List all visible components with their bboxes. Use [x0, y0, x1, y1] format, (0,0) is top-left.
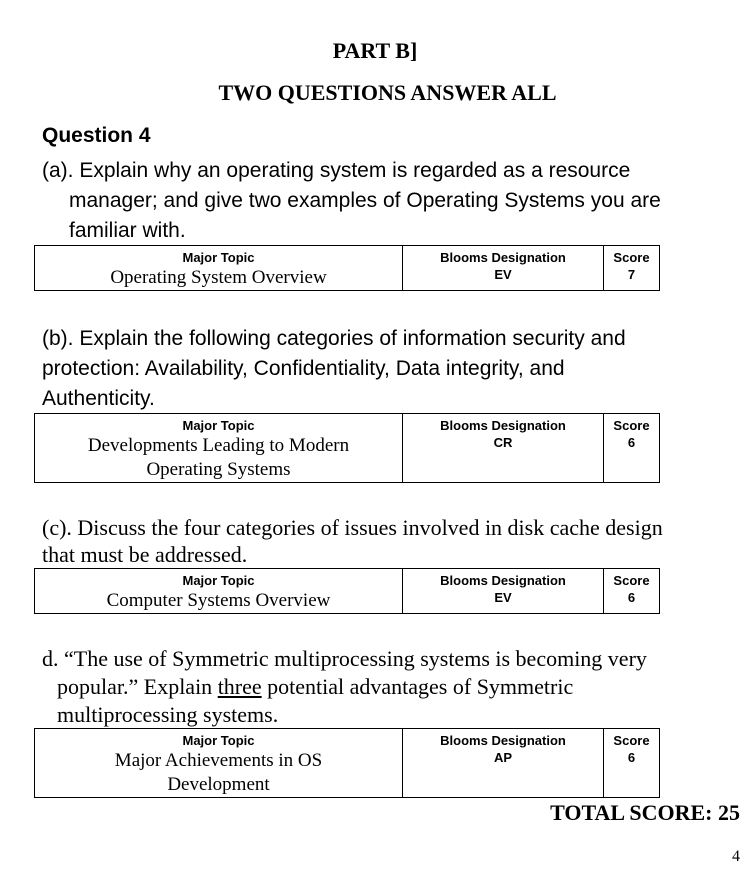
blooms-cell [403, 246, 604, 291]
question-b-line3: Authenticity. [42, 387, 155, 410]
score-label: Score [613, 733, 650, 748]
question-b-meta-table [34, 413, 660, 483]
question-c-line1: (c). Discuss the four categories of issues involved in disk cache design [42, 515, 663, 540]
question-a-line2: manager; and give two examples of Operating Systems you are [69, 189, 661, 212]
question-b-line2: protection: Availability, Confidentiality, Data integrity, and [42, 357, 565, 380]
blooms-cell [403, 414, 604, 483]
major-topic-label: Major Topic [182, 573, 255, 588]
score-value: 6 [627, 435, 636, 450]
blooms-label: Blooms Designation [440, 250, 566, 265]
total-score: TOTAL SCORE: 25 [550, 800, 740, 825]
major-topic-value: Operating System Overview [110, 267, 327, 288]
question-title: Question 4 [42, 124, 151, 147]
question-d-line2-end: potential advantages of Symmetric [261, 674, 574, 699]
score-value: 6 [627, 590, 636, 605]
instruction-heading: TWO QUESTIONS ANSWER ALL [218, 80, 557, 105]
blooms-label: Blooms Designation [440, 733, 566, 748]
score-cell [604, 569, 660, 614]
major-topic-value: Developments Leading to Modern Operating Systems [87, 435, 350, 480]
major-topic-cell [35, 569, 403, 614]
question-d-meta-table [34, 728, 660, 798]
major-topic-label: Major Topic [182, 733, 255, 748]
major-topic-cell [35, 729, 403, 798]
score-cell [604, 414, 660, 483]
question-d-line3: multiprocessing systems. [57, 702, 279, 727]
question-b-line1: (b). Explain the following categories of information security and [42, 327, 626, 350]
major-topic-label: Major Topic [182, 250, 255, 265]
question-c-meta-table [34, 568, 660, 614]
blooms-value: AP [493, 750, 513, 765]
part-heading: PART B] [332, 38, 418, 63]
major-topic-cell [35, 246, 403, 291]
question-d-line2-start: popular.” Explain [57, 674, 218, 699]
question-d-emphasis: three [217, 674, 262, 699]
question-d-line1: d. “The use of Symmetric multiprocessing systems is becoming very [42, 646, 647, 671]
blooms-value: EV [494, 590, 512, 605]
question-a-meta-table [34, 245, 660, 291]
question-d-line2 [57, 673, 573, 701]
score-value: 6 [627, 750, 636, 765]
question-c-line2: that must be addressed. [42, 542, 248, 567]
blooms-value: CR [493, 435, 513, 450]
blooms-label: Blooms Designation [440, 418, 566, 433]
score-label: Score [613, 573, 650, 588]
score-cell [604, 246, 660, 291]
question-a-line1: (a). Explain why an operating system is regarded as a resource [42, 159, 631, 182]
blooms-cell [403, 569, 604, 614]
page-number: 4 [732, 848, 740, 865]
score-label: Score [613, 418, 650, 433]
score-value: 7 [627, 267, 636, 282]
major-topic-cell [35, 414, 403, 483]
major-topic-value: Major Achievements in OS Development [114, 750, 323, 795]
major-topic-label: Major Topic [182, 418, 255, 433]
blooms-value: EV [494, 267, 512, 282]
score-label: Score [613, 250, 650, 265]
question-a-line3: familiar with. [69, 219, 186, 242]
major-topic-value: Computer Systems Overview [106, 590, 331, 611]
blooms-label: Blooms Designation [440, 573, 566, 588]
blooms-cell [403, 729, 604, 798]
score-cell [604, 729, 660, 798]
